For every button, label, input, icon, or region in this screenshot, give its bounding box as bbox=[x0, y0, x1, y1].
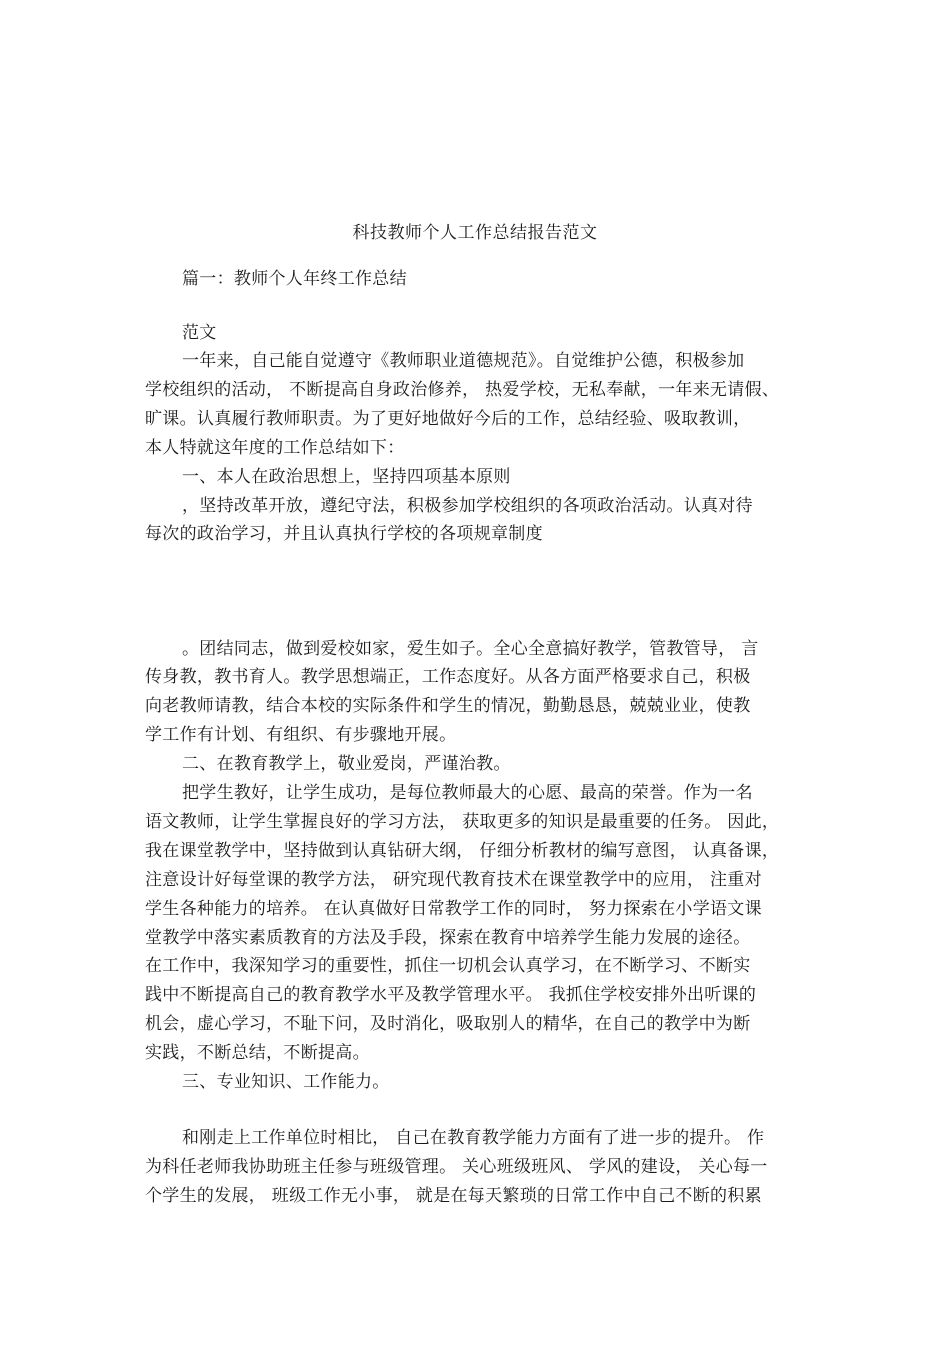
text-line: 一年来，自己能自觉遵守《教师职业道德规范》。自觉维护公德，积极参加 bbox=[182, 351, 745, 371]
text-line: 实践，不断总结，不断提高。 bbox=[145, 1043, 370, 1063]
text-line: 旷课。认真履行教师职责。为了更好地做好今后的工作，总结经验、吸取教训， bbox=[145, 409, 751, 429]
paragraph-label: 范文 bbox=[182, 323, 217, 343]
text-line: 语文教师，让学生掌握良好的学习方法， 获取更多的知识是最重要的任务。 因此， bbox=[145, 812, 780, 832]
text-line: 向老教师请教，结合本校的实际条件和学生的情况，勤勤恳恳，兢兢业业，使教 bbox=[145, 696, 751, 716]
document-title: 科技教师个人工作总结报告范文 bbox=[352, 223, 598, 243]
text-line: 学生各种能力的培养。 在认真做好日常教学工作的同时， 努力探索在小学语文课 bbox=[145, 899, 762, 919]
text-line: 学工作有计划、有组织、有步骤地开展。 bbox=[145, 725, 457, 745]
text-line: 传身教，教书育人。教学思想端正，工作态度好。从各方面严格要求自己，积极 bbox=[145, 667, 751, 687]
text-line: 践中不断提高自己的教育教学水平及教学管理水平。 我抓住学校安排外出听课的 bbox=[145, 985, 757, 1005]
text-line: 堂教学中落实素质教育的方法及手段，探索在教育中培养学生能力发展的途径。 bbox=[145, 928, 751, 948]
text-line: 。团结同志，做到爱校如家，爱生如子。全心全意搞好教学，管教管导， 言 bbox=[182, 639, 759, 659]
text-line: 注意设计好每堂课的教学方法， 研究现代教育技术在课堂教学中的应用， 注重对 bbox=[145, 870, 762, 890]
text-line: 个学生的发展， 班级工作无小事， 就是在每天繁琐的日常工作中自己不断的积累 bbox=[145, 1186, 762, 1206]
text-line: 把学生教好，让学生成功，是每位教师最大的心愿、最高的荣誉。作为一名 bbox=[182, 783, 753, 803]
text-line: 机会，虚心学习，不耻下问，及时消化，吸取别人的精华，在自己的教学中为断 bbox=[145, 1014, 751, 1034]
text-line: 每次的政治学习，并且认真执行学校的各项规章制度 bbox=[145, 524, 543, 544]
text-line: 本人特就这年度的工作总结如下： bbox=[145, 438, 405, 458]
section-heading: 篇一：教师个人年终工作总结 bbox=[182, 269, 407, 289]
text-line: ，坚持改革开放，遵纪守法，积极参加学校组织的各项政治活动。认真对待 bbox=[182, 496, 753, 516]
section-heading: 三、专业知识、工作能力。 bbox=[182, 1072, 390, 1092]
text-line: 和刚走上工作单位时相比， 自己在教育教学能力方面有了进一步的提升。 作 bbox=[182, 1128, 765, 1148]
section-heading: 二、在教育教学上，敬业爱岗，严谨治教。 bbox=[182, 754, 511, 774]
text-line: 学校组织的活动， 不断提高自身政治修养， 热爱学校，无私奉献，一年来无请假、 bbox=[145, 380, 780, 400]
text-line: 一、本人在政治思想上，坚持四项基本原则 bbox=[182, 467, 511, 487]
text-line: 为科任老师我协助班主任参与班级管理。 关心班级班风、 学风的建设， 关心每一 bbox=[145, 1157, 768, 1177]
text-line: 我在课堂教学中，坚持做到认真钻研大纲， 仔细分析教材的编写意图， 认真备课， bbox=[145, 841, 780, 861]
text-line: 在工作中，我深知学习的重要性，抓住一切机会认真学习，在不断学习、不断实 bbox=[145, 956, 751, 976]
